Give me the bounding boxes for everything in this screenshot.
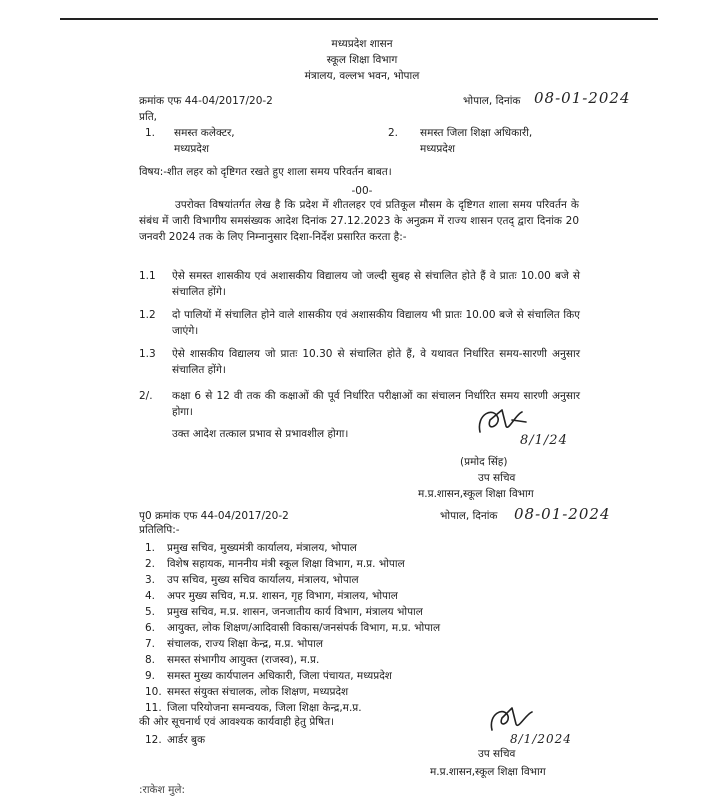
header-line-2: स्कूल शिक्षा विभाग (326, 54, 398, 66)
endorsement-closing: की ओर सूचनार्थ एवं आवश्यक कार्यवाही हेतु प्रेषित। (139, 716, 335, 728)
separator: -00- (351, 185, 373, 197)
header-line-1: मध्यप्रदेश शासन (331, 38, 393, 50)
point-3-text: ऐसे शासकीय विद्यालय जो प्रातः 10.30 से संचालित होते हैं, वे यथावत निर्धारित समय-सारणी अनुसार संचालित होंगे। (172, 348, 580, 376)
point-1-num: 1.1 (139, 270, 156, 282)
header-line-3: मंत्रालय, वल्लभ भवन, भोपाल (304, 70, 420, 82)
order-date: 08-01-2024 (534, 89, 631, 107)
copy-item-11: 11. जिला परियोजना समन्वयक, जिला शिक्षा केन्द्र,म.प्र. (145, 702, 362, 714)
recipient-2-line1: समस्त जिला शिक्षा अधिकारी, (420, 127, 533, 139)
endorsement-office: म.प्र.शासन,स्कूल शिक्षा विभाग (430, 766, 546, 778)
order-ref: क्रमांक एफ 44-04/2017/20-2 (139, 95, 273, 107)
copy-item-4: 4. अपर मुख्य सचिव, म.प्र. शासन, गृह विभाग, मंत्रालय, भोपाल (145, 590, 398, 602)
footer-watermark: :राकेश मुले: (139, 784, 186, 796)
prati-label: प्रति, (139, 111, 158, 123)
point-3-num: 1.3 (139, 348, 156, 360)
point-2-num: 1.2 (139, 309, 156, 321)
subject: विषय:-शीत लहर को दृष्टिगत रखते हुए शाला समय परिवर्तन बाबत। (139, 166, 392, 178)
signature-2-date: 8/1/2024 (510, 732, 572, 746)
endorsement-date-label: भोपाल, दिनांक (440, 510, 498, 522)
endorsement-date: 08-01-2024 (514, 505, 611, 523)
signatory-name: (प्रमोद सिंह) (460, 456, 508, 468)
intro-paragraph: उपरोक्त विषयांतर्गत लेख है कि प्रदेश में शीतलहर एवं प्रतिकूल मौसम के दृष्टिगत शाला समय परिवर्तन के संबंध में जारी विभागीय समसंख्यक आदेश दिनांक 27.12.2023 के अनुक्रम में राज्य शासन एतद् द्वारा दिनांक 20 जनवरी 2024 तक के लिए निम्नानुसार दिशा-निर्देश प्रसारित करता है:- (139, 199, 579, 243)
endorsement-ref: पृ0 क्रमांक एफ 44-04/2017/20-2 (139, 510, 289, 522)
recipient-1-line2: मध्यप्रदेश (174, 143, 210, 155)
copy-item-6: 6. आयुक्त, लोक शिक्षण/आदिवासी विकास/जनसंपर्क विभाग, म.प्र. भोपाल (145, 622, 441, 634)
order-date-label: भोपाल, दिनांक (463, 95, 521, 107)
copy-item-8: 8. समस्त संभागीय आयुक्त (राजस्व), म.प्र. (145, 654, 320, 666)
recipient-1-line1: समस्त कलेक्टर, (174, 127, 235, 139)
copy-item-3: 3. उप सचिव, मुख्य सचिव कार्यालय, मंत्रालय, भोपाल (145, 574, 359, 586)
endorsement-designation: उप सचिव (478, 748, 516, 760)
point-2-text: दो पालियों में संचालित होने वाले शासकीय एवं अशासकीय विद्यालय भी प्रातः 10.00 बजे से संचालित किए जाएंगे। (172, 309, 580, 337)
copy-item-1: 1. प्रमुख सचिव, मुख्यमंत्री कार्यालय, मंत्रालय, भोपाल (145, 542, 357, 554)
signatory-designation: उप सचिव (478, 472, 516, 484)
point-4-text: कक्षा 6 से 12 वी तक की कक्षाओं की पूर्व निर्धारित परीक्षाओं का संचालन निर्धारित समय सारणी अनुसार होगा। (172, 390, 580, 418)
copy-item-12: 12. आर्डर बुक (145, 734, 206, 746)
point-4-num: 2/. (139, 390, 153, 402)
copy-label: प्रतिलिपि:- (139, 524, 180, 536)
copy-item-2: 2. विशेष सहायक, माननीय मंत्री स्कूल शिक्षा विभाग, म.प्र. भोपाल (145, 558, 405, 570)
signatory-office: म.प्र.शासन,स्कूल शिक्षा विभाग (418, 488, 534, 500)
top-rule (60, 18, 658, 20)
point-1-text: ऐसे समस्त शासकीय एवं अशासकीय विद्यालय जो जल्दी सुबह से संचालित होते हैं वे प्रातः 10.00 बजे से संचालित होंगे। (172, 270, 580, 298)
copy-item-5: 5. प्रमुख सचिव, म.प्र. शासन, जनजातीय कार्य विभाग, मंत्रालय भोपाल (145, 606, 423, 618)
recipient-2-line2: मध्यप्रदेश (420, 143, 456, 155)
signature-1-date: 8/1/24 (520, 433, 568, 448)
recipient-2-num: 2. (388, 127, 399, 139)
copy-item-7: 7. संचालक, राज्य शिक्षा केन्द्र, म.प्र. भोपाल (145, 638, 323, 650)
copy-item-9: 9. समस्त मुख्य कार्यपालन अधिकारी, जिला पंचायत, मध्यप्रदेश (145, 670, 392, 682)
recipient-1-num: 1. (145, 127, 156, 139)
effect-statement: उक्त आदेश तत्काल प्रभाव से प्रभावशील होगा। (172, 428, 349, 440)
copy-item-10: 10. समस्त संयुक्त संचालक, लोक शिक्षण, मध्यप्रदेश (145, 686, 349, 698)
